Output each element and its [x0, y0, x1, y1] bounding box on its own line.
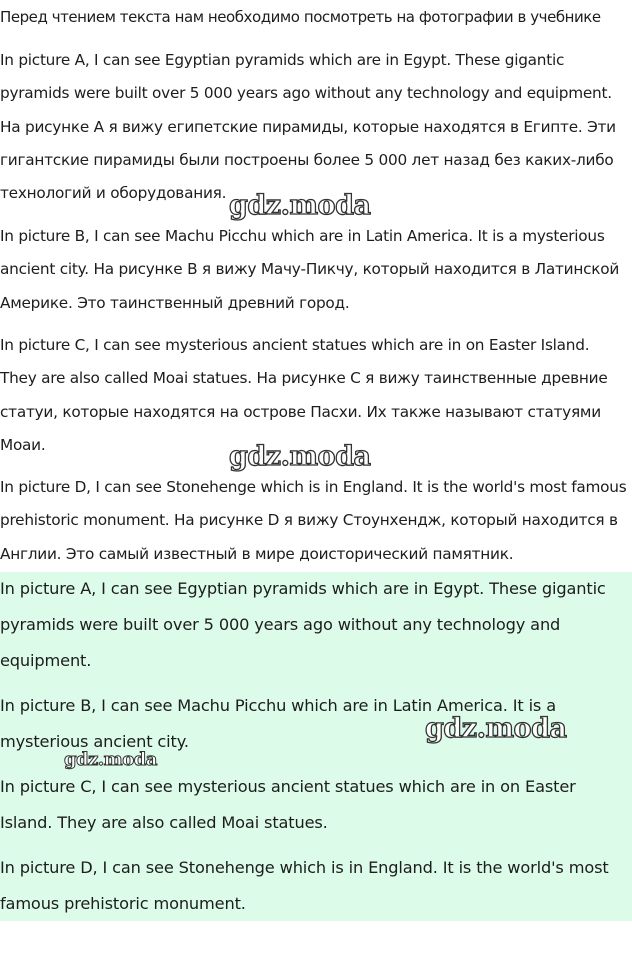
- watermark-logo: gdz.moda: [64, 749, 157, 770]
- paragraph-b: In picture B, I can see Machu Picchu which are in Latin America. It is a mysterious ancient city. На рисунке B я вижу Мачу-Пикчу, который находится в Латинской Америке. Это таинственный древний город.: [0, 227, 620, 312]
- answer-paragraph-a: In picture A, I can see Egyptian pyramids which are in Egypt. These gigantic pyramids were built over 5 000 years ago without any technology and equipment.: [0, 579, 606, 670]
- answer-paragraph-b: In picture B, I can see Machu Picchu which are in Latin America. It is a mysterious ancient city.: [0, 696, 556, 751]
- paragraph-d: In picture D, I can see Stonehenge which is in England. It is the world's most famous prehistoric monument. На рисунке D я вижу Стоунхендж, который находится в Англии. Это самый известный в мире доисторический памятник.: [0, 478, 627, 563]
- answer-block: [0, 572, 632, 921]
- answer-paragraph-d: In picture D, I can see Stonehenge which is in England. It is the world's most famous prehistoric monument.: [0, 858, 609, 913]
- answer-paragraph-c: In picture C, I can see mysterious ancient statues which are in on Easter Island. They are also called Moai statues.: [0, 777, 576, 832]
- paragraph-a: In picture A, I can see Egyptian pyramids which are in Egypt. These gigantic pyramids were built over 5 000 years ago without any technology and equipment. На рисунке A я вижу египетские пирамиды, которые находятся в Египте. Эти гигантские пирамиды были построены более 5 000 лет назад без каких-либо технологий и оборудования.: [0, 51, 616, 203]
- watermark-logo: gdz.moda: [229, 190, 371, 221]
- watermark-logo: gdz.moda: [229, 441, 371, 472]
- watermark-logo: gdz.moda: [425, 713, 567, 744]
- intro-text: Перед чтением текста нам необходимо посмотреть на фотографии в учебнике: [0, 8, 601, 26]
- paragraph-c: In picture C, I can see mysterious ancient statues which are in on Easter Island. They are also called Moai statues. На рисунке C я вижу таинственные древние статуи, которые находятся на острове Пасхи. Их также называют статуями Моаи.: [0, 336, 608, 454]
